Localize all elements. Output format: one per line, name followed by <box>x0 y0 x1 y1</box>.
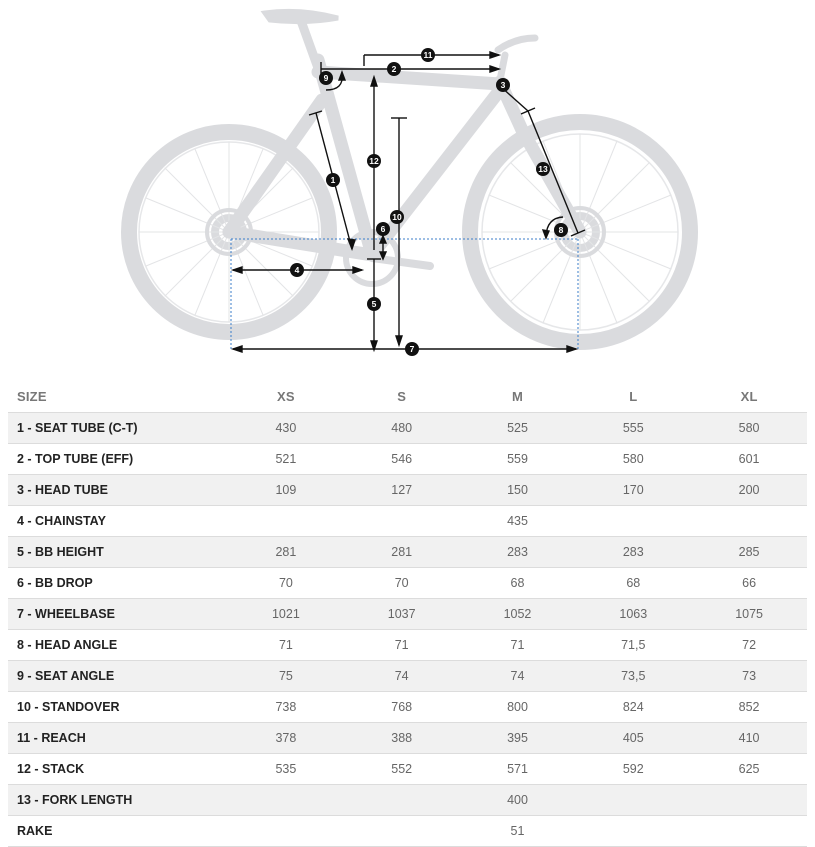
table-cell <box>228 785 344 816</box>
marker-6 <box>376 222 390 236</box>
table-cell: 410 <box>691 723 807 754</box>
table-cell: 571 <box>460 754 576 785</box>
row-label: 5 - BB HEIGHT <box>8 537 228 568</box>
table-cell: 480 <box>344 413 460 444</box>
svg-text:7: 7 <box>409 344 415 354</box>
row-label: RAKE <box>8 816 228 847</box>
marker-4 <box>290 263 304 277</box>
table-cell: 70 <box>228 568 344 599</box>
table-cell <box>691 506 807 537</box>
table-row <box>8 754 807 785</box>
marker-13 <box>536 162 550 176</box>
table-cell: 400 <box>460 785 576 816</box>
table-cell: 592 <box>575 754 691 785</box>
table-cell: 281 <box>228 537 344 568</box>
svg-text:2: 2 <box>391 64 397 74</box>
row-label: 7 - WHEELBASE <box>8 599 228 630</box>
saddle <box>265 11 338 21</box>
table-cell: 66 <box>691 568 807 599</box>
table-cell: 435 <box>460 506 576 537</box>
table-cell: 580 <box>691 413 807 444</box>
row-label: 6 - BB DROP <box>8 568 228 599</box>
marker-5 <box>367 297 381 311</box>
stem <box>500 55 505 80</box>
bike-silhouette <box>129 11 690 342</box>
table-row <box>8 444 807 475</box>
table-cell: 378 <box>228 723 344 754</box>
table-cell: 68 <box>575 568 691 599</box>
table-cell <box>691 785 807 816</box>
svg-text:13: 13 <box>538 164 548 174</box>
table-row <box>8 506 807 537</box>
table-cell: 71 <box>460 630 576 661</box>
table-cell: 51 <box>460 816 576 847</box>
geometry-table <box>8 381 807 847</box>
row-label: 8 - HEAD ANGLE <box>8 630 228 661</box>
table-cell: 430 <box>228 413 344 444</box>
table-cell: 1063 <box>575 599 691 630</box>
table-cell: 150 <box>460 475 576 506</box>
row-label: 2 - TOP TUBE (EFF) <box>8 444 228 475</box>
table-cell: 73 <box>691 661 807 692</box>
table-cell: 281 <box>344 537 460 568</box>
table-cell: 1037 <box>344 599 460 630</box>
header-m: M <box>511 389 523 404</box>
table-row <box>8 692 807 723</box>
table-cell: 521 <box>228 444 344 475</box>
table-cell: 525 <box>460 413 576 444</box>
svg-text:9: 9 <box>323 73 329 83</box>
table-cell <box>575 785 691 816</box>
table-cell: 71 <box>344 630 460 661</box>
table-cell: 285 <box>691 537 807 568</box>
marker-3 <box>496 78 510 92</box>
table-cell: 580 <box>575 444 691 475</box>
row-label: 9 - SEAT ANGLE <box>8 661 228 692</box>
table-cell: 552 <box>344 754 460 785</box>
table-cell: 75 <box>228 661 344 692</box>
table-row <box>8 599 807 630</box>
header-size: SIZE <box>17 389 47 404</box>
table-cell <box>344 506 460 537</box>
table-cell <box>344 816 460 847</box>
table-row <box>8 816 807 847</box>
top-tube <box>318 72 500 84</box>
table-row <box>8 785 807 816</box>
table-cell: 852 <box>691 692 807 723</box>
table-cell: 395 <box>460 723 576 754</box>
row-label: 4 - CHAINSTAY <box>8 506 228 537</box>
table-cell: 546 <box>344 444 460 475</box>
row-label: 3 - HEAD TUBE <box>8 475 228 506</box>
table-row <box>8 475 807 506</box>
marker-8 <box>554 223 568 237</box>
table-cell <box>228 816 344 847</box>
table-cell: 625 <box>691 754 807 785</box>
table-cell: 1052 <box>460 599 576 630</box>
handlebar <box>498 38 535 50</box>
table-cell: 824 <box>575 692 691 723</box>
table-cell: 405 <box>575 723 691 754</box>
table-row <box>8 661 807 692</box>
svg-text:4: 4 <box>294 265 300 275</box>
header-l: L <box>629 389 638 404</box>
table-cell: 738 <box>228 692 344 723</box>
table-cell: 535 <box>228 754 344 785</box>
table-cell: 283 <box>460 537 576 568</box>
marker-11 <box>421 48 435 62</box>
table-cell: 74 <box>460 661 576 692</box>
table-cell: 68 <box>460 568 576 599</box>
marker-9 <box>319 71 333 85</box>
row-label: 10 - STANDOVER <box>8 692 228 723</box>
svg-text:5: 5 <box>371 299 377 309</box>
table-cell: 555 <box>575 413 691 444</box>
table-cell: 1021 <box>228 599 344 630</box>
marker-12 <box>367 154 381 168</box>
header-xl: XL <box>740 389 758 404</box>
svg-text:6: 6 <box>380 224 386 234</box>
table-cell: 800 <box>460 692 576 723</box>
table-cell: 388 <box>344 723 460 754</box>
table-row <box>8 723 807 754</box>
table-row <box>8 630 807 661</box>
marker-10 <box>390 210 404 224</box>
bike-geometry-diagram <box>0 0 815 370</box>
table-cell: 74 <box>344 661 460 692</box>
table-cell <box>575 506 691 537</box>
header-xs: XS <box>277 389 295 404</box>
row-label: 1 - SEAT TUBE (C-T) <box>8 413 228 444</box>
header-s: S <box>397 389 407 404</box>
table-cell: 109 <box>228 475 344 506</box>
table-cell: 73,5 <box>575 661 691 692</box>
row-label: 11 - REACH <box>8 723 228 754</box>
svg-text:1: 1 <box>330 175 336 185</box>
row-label: 12 - STACK <box>8 754 228 785</box>
svg-text:12: 12 <box>369 156 379 166</box>
table-cell <box>228 506 344 537</box>
svg-text:11: 11 <box>423 50 433 60</box>
table-row <box>8 568 807 599</box>
table-cell: 601 <box>691 444 807 475</box>
table-cell: 283 <box>575 537 691 568</box>
table-cell: 170 <box>575 475 691 506</box>
table-row <box>8 537 807 568</box>
svg-text:8: 8 <box>558 225 564 235</box>
table-cell: 71,5 <box>575 630 691 661</box>
table-cell: 72 <box>691 630 807 661</box>
marker-7 <box>405 342 419 356</box>
marker-1 <box>326 173 340 187</box>
table-header-row <box>8 381 807 413</box>
table-cell <box>344 785 460 816</box>
table-cell: 1075 <box>691 599 807 630</box>
svg-text:10: 10 <box>392 212 402 222</box>
svg-text:3: 3 <box>500 80 506 90</box>
table-cell: 200 <box>691 475 807 506</box>
table-cell <box>575 816 691 847</box>
marker-2 <box>387 62 401 76</box>
table-cell: 768 <box>344 692 460 723</box>
row-label: 13 - FORK LENGTH <box>8 785 228 816</box>
seat-post <box>300 18 318 68</box>
table-row <box>8 413 807 444</box>
table-cell: 559 <box>460 444 576 475</box>
table-cell: 127 <box>344 475 460 506</box>
table-cell: 70 <box>344 568 460 599</box>
table-cell: 71 <box>228 630 344 661</box>
table-cell <box>691 816 807 847</box>
